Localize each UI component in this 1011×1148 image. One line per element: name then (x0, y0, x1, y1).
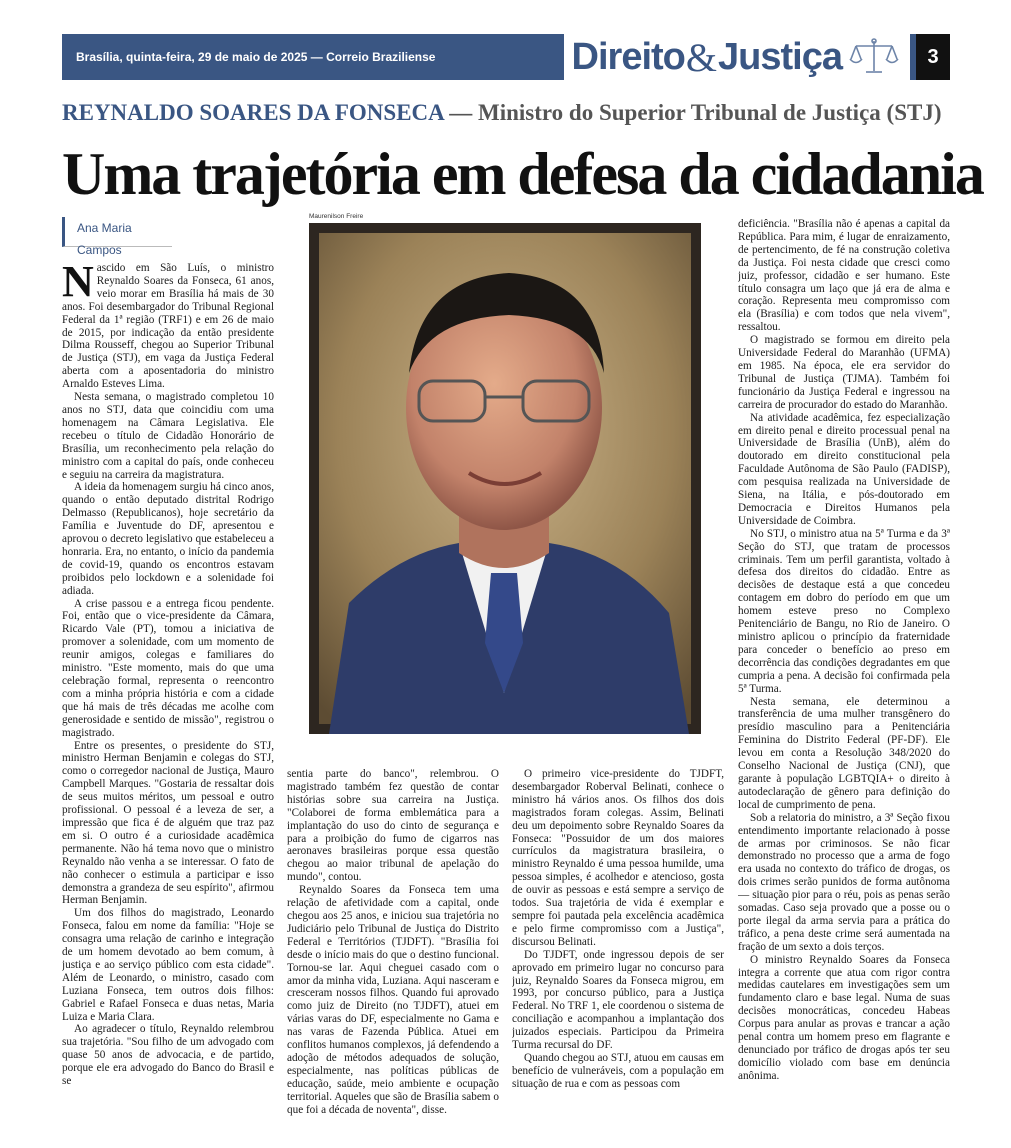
article-paragraph: O ministro Reynaldo Soares da Fonseca integra a corrente que atua com rigor contra medidas cautelares em investigações sem um fundamento claro e base legal. Numa de suas decisões monocráticas, concedeu Habeas Corpus para anular as provas e trancar a ação penal contra um homem preso em flagrante e denunciado por tráfico de drogas após ter seu domicílio violado com base em denúncia anônima. (738, 953, 950, 1082)
article-paragraph: Na atividade acadêmica, fez especialização em direito penal e direito processual penal na Universidade de Brasília (UnB), além do doutorado em direito constitucional pela Faculdade Autônoma de São Paulo (FADISP), com pesquisa realizada na Universidade de Siena, na Itália, e pós-doutorado em Democracia e Direitos Humanos pela Universidade de Coimbra. (738, 411, 950, 527)
article-column-3 (512, 768, 724, 1120)
page-number: 3 (916, 34, 950, 80)
article-paragraph: A crise passou e a entrega ficou pendente. Foi, então que o vice-presidente da Câmara, Ricardo Vale (PT), tomou a iniciativa de promover a solenidade, com um momento de reunir amigos, colegas e familiares do ministro. "Este momento, mais do que uma celebração formal, representa o reencontro com a minha própria história e com a cidade que há mais de três décadas me acolhe com generosidade e sentido de missão", registrou o magistrado. (62, 597, 274, 739)
section-name-part2: Justiça (718, 35, 842, 78)
section-name-part1: Direito (571, 35, 685, 78)
article-paragraph: Sob a relatoria do ministro, a 3ª Seção fixou entendimento importante relacionado à posse de armas por criminosos. Se não ficar demonstrado no processo que a arma de fogo era usada no contexto do tráfico de drogas, os dois crimes serão punidos de forma autônoma — situação pior para o réu, pois as penas serão somadas. Caso seja provado que a posse ou o porte ilegal da arma servia para a prática do tráfico, a pena deste crime será aumentada na fração de um sexto a dois terços. (738, 811, 950, 953)
article-paragraph: deficiência. "Brasília não é apenas a capital da República. Para mim, é lugar de enraizamento, de pertencimento, de fé na construção coletiva da Justiça. Foi nesta cidade que cresci como juiz, professor, cidadão e ser humano. Este título consagra um laço que já era de alma e coração. Representa meu compromisso com ela (Brasília) e com todos que nela vivem", ressaltou. (738, 218, 950, 334)
portrait-photo (309, 223, 701, 734)
page-header (62, 34, 950, 80)
article-paragraph: No STJ, o ministro atua na 5ª Turma e da 3ª Seção do STJ, que tratam de processos criminais. Tem um perfil garantista, voltado à defesa dos direitos do cidadão. Entre as decisões de destaque está a que concedeu contagem em dobro do período em que um homem esteve preso no Complexo Penitenciário de Bangu, no Rio de Janeiro. O ministro aplicou o princípio da fraternidade para conceder o benefício ao preso em decorrência das condições degradantes em que cumpria a pena. A decisão foi confirmada pela 5ª Turma. (738, 527, 950, 695)
article-paragraph: sentia parte do banco", relembrou. O magistrado também fez questão de contar histórias sobre sua carreira na Justiça. "Colaborei de forma emblemática para a implantação do uso do cinto de segurança e para a proibição do fumo de cigarros nas aeronaves brasileiras porque essa questão chegou ao maior tribunal de apelação do mundo", contou. (287, 768, 499, 884)
article-paragraph: Entre os presentes, o presidente do STJ, ministro Herman Benjamin e colegas do STJ, como o corregedor nacional de Justiça, Mauro Campbell Marques. "Gostaria de ressaltar dois de seus muitos méritos, um pessoal e outro profissional. O pessoal é a leveza de ser, a impressão que fica é de alguém que traz paz em si. O outro é a curiosidade acadêmica permanente. Não há tema novo que o ministro Reynaldo não venha a se interessar. O fato de não conhecer o estimula a participar e isso demonstra a grandeza de seu espírito", afirmou Herman Benjamin. (62, 739, 274, 907)
section-logo (564, 34, 910, 80)
article-paragraph: Do TJDFT, onde ingressou depois de ser aprovado em primeiro lugar no concurso para juiz, Reynaldo Soares da Fonseca migrou, em 1993, por concurso público, para a Justiça Federal. No TRF 1, ele coordenou o sistema de conciliação e acompanhou a implantação dos juizados especiais. Participou da Primeira Turma recursal do DF. (512, 948, 724, 1052)
dateline: Brasília, quinta-feira, 29 de maio de 2025 — Correio Braziliense (76, 50, 436, 64)
article-paragraph: Reynaldo Soares da Fonseca tem uma relação de afetividade com a capital, onde chegou aos 25 anos, e iniciou sua trajetória no Judiciário pelo Tribunal de Justiça do Distrito Federal e Territórios (TJDFT). "Brasília foi desde o início mais do que o destino funcional. Tornou-se lar. Aqui cheguei casado com o amor da minha vida, Luziana. Aqui nasceram e cresceram nossos filhos. Quando fui aprovado como juiz de Direito (no TJDFT), atuei em várias varas do DF, especialmente no Gama e nas varas de Fazenda Pública. Atuei em conflitos humanos complexos, já defendendo a adoção de métodos adequados de solução, especialmente, nas políticas públicas de educação, saúde, meio ambiente e ocupação territorial. Aqueles que são de Brasília sabem o que foi a década de noventa", disse. (287, 884, 499, 1116)
article-paragraph: O primeiro vice-presidente do TJDFT, desembargador Roberval Belinati, conhece o ministro há vários anos. Os filhos dos dois magistrados foram colegas. Assim, Belinati deu um depoimento sobre Reynaldo Soares da Fonseca: "Possuidor de um dos maiores currículos da magistratura brasileira, o ministro Reynaldo é uma pessoa humilde, uma pessoa simples, é acolhedor e atencioso, gosta de ouvir as pessoas e está sempre a serviço de todos. Sua trajetória de vida é exemplar e sempre foi pautada pela excelência acadêmica e pelo firme compromisso com a Justiça", discursou Belinati. (512, 768, 724, 948)
headline: Uma trajetória em defesa da cidadania (62, 141, 983, 207)
kicker-name: REYNALDO SOARES DA FONSECA (62, 100, 444, 125)
article-paragraph: Ao agradecer o título, Reynaldo relembrou sua trajetória. "Sou filho de um advogado com quase 50 anos de advocacia, e de partido, porque ele era advogado do Banco do Brasil e se (62, 1023, 274, 1088)
first-paragraph-text: ascido em São Luís, o ministro Reynaldo Soares da Fonseca, 61 anos, veio morar em Brasília há mais de 30 anos. Foi desembargador do Tribunal Regional Federal da 1ª região (TRF1) e em 26 de maio de 2015, por indicação da então presidente Dilma Rousseff, chegou ao Superior Tribunal de Justiça (STJ), em vaga da Justiça Federal aberta com a aposentadoria do ministro Arnaldo Esteves Lima. (62, 262, 274, 391)
article-column-2 (287, 768, 499, 1120)
byline: Ana Maria Campos (62, 217, 172, 247)
article-kicker (62, 100, 941, 126)
kicker-role: — Ministro do Superior Tribunal de Justiça (STJ) (449, 100, 942, 125)
article-column-4 (738, 218, 950, 1120)
article-paragraph: Um dos filhos do magistrado, Leonardo Fonseca, falou em nome da família: "Hoje se consagra uma relação de carinho e integração de um homem devotado ao bem comum, à justiça e ao serviço público com esta cidade". Além de Leonardo, o ministro, casado com Luziana Fonseca, tem outros dois filhos: Gabriel e Rafael Fonseca e duas netas, Maria Luiza e Maria Clara. (62, 907, 274, 1023)
article-paragraph: Nesta semana, o magistrado completou 10 anos no STJ, data que coincidiu com uma homenagem na Câmara Legislativa. Ele recebeu o título de Cidadão Honorário de Brasília, um reconhecimento pela relação do ministro com a capital do país, onde conheceu e seguiu na carreira da magistratura. (62, 391, 274, 481)
article-column-1 (62, 262, 274, 1120)
article-paragraph: Quando chegou ao STJ, atuou em causas em benefício de vulneráveis, com a população em situação de rua e com as pessoas com (512, 1051, 724, 1090)
section-ampersand: & (685, 34, 718, 80)
scales-of-justice-icon (848, 37, 900, 77)
article-paragraph: O magistrado se formou em direito pela Universidade Federal do Maranhão (UFMA) em 1985. Na época, ele era servidor do Tribunal de Justiça (TJMA). Também foi funcionário da Justiça Federal e ingressou na carreira de procurador do estado do Maranhão. (738, 334, 950, 411)
article-paragraph (62, 262, 274, 391)
article-paragraph: A ideia da homenagem surgiu há cinco anos, quando o então deputado distrital Rodrigo Delmasso (Republicanos), hoje secretário da Família e Juventude do DF, apresentou e aprovou o decreto legislativo que estabeleceu a honraria. Era, no entanto, o início da pandemia de covid-19, quando os encontros estavam proibidos pelo lockdown e a solenidade foi adiada. (62, 481, 274, 597)
photo-credit: Maurenilson Freire (309, 213, 364, 220)
article-paragraph: Nesta semana, ele determinou a transferência de uma mulher transgênero do presídio masculino para a Penitenciária Feminina do Distrito Federal (PF-DF). Ele levou em conta a Resolução 348/2020 do Conselho Nacional de Justiça (CNJ), que garante à população LGBTQIA+ o direito à autodeclaração de gênero para definição do local de cumprimento de pena. (738, 695, 950, 811)
drop-cap: N (62, 262, 94, 306)
